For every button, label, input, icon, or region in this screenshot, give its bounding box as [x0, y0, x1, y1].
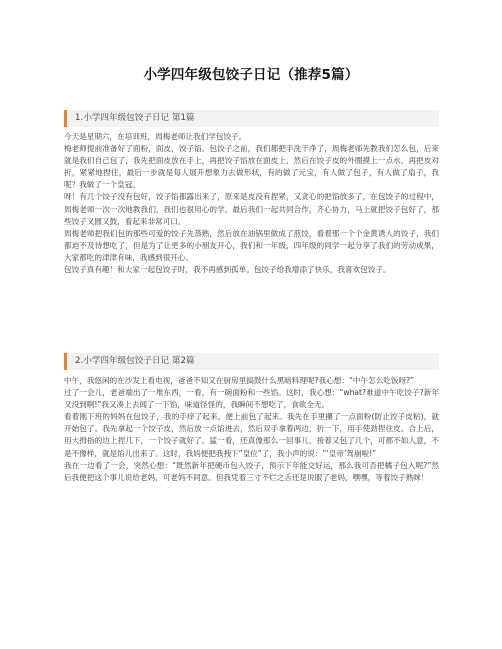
section-2-body — [64, 375, 439, 484]
paragraph: 过了一会儿，老爸端出了一堆东西，一看，有一碗面粉和一些馅。这时，我心想：“what?难道中午吃饺子?新年又没到啊!”我又凑上去闻了一下馅，味道怪怪的，我瞬间不想吃了，食欲全无。 — [64, 388, 439, 410]
section-1-heading: 1.小学四年级包饺子日记 第1篇 — [64, 110, 439, 127]
section-2-heading: 2.小学四年级包饺子日记 第2篇 — [64, 353, 439, 370]
paragraph: 呀！有几个饺子没有包好，饺子馅都露出来了，原来是皮没有捏紧，又贪心的把馅放多了，在包饺子的过程中，周梅老师一次一次地教我们，我们也很用心的学，最后我们一起共同合作，齐心协力，马上就把饺子包好了，那些饺子又圆又鼓，看起来非常可口。 — [64, 192, 439, 226]
paragraph: 我在一边看了一会，突然心想：“既然新年把硬币包入饺子，预示下年能交好运，那么我可否把橘子包入呢?”然后我便把这个事儿说给老妈，可老妈不同意。但我凭着三寸不烂之舌还是说服了老妈，嘿嘿，等着饺子熟咪！ — [64, 460, 439, 482]
paragraph: 梅老师提前准备好了面粉，面皮，饺子馅。包饺子之前，我们都把手洗干净了，周梅老师先教我们怎么包，后来就是我们自己包了，我先把面皮放在手上，再把饺子馅放在面皮上，然后在饺子皮的外圈摸上一点水，再把皮对折，紧紧地捏住，最后一步就是每人展开想象力去做形状，有的做了元宝，有人做了包子，有人做了扇子，我呢？我做了一个皇冠。 — [64, 144, 439, 190]
paragraph: 包饺子真有趣！和大家一起包饺子时，我不再感到孤单。包饺子给我增添了快乐，我喜欢包饺子。 — [64, 265, 391, 275]
section-1-body — [64, 131, 439, 276]
paragraph: 周梅老师把我们包的那些可爱的饺子先蒸熟，然后放在油锅里做成了煎饺，看着那一个个金黄诱人的饺子，我们都迫不及待想吃了，但是为了让更多的小朋友开心，我们和一年级，四年级的同学一起分享了我们的劳动成果，大家都吃的津津有味，我感到很开心。 — [64, 228, 439, 262]
paragraph: 中午，我悠闲的在沙发上看电视，爸爸不知又在厨房里搞鼓什么黑暗料理呢?我心想：“中午怎么吃饭呀?” — [64, 376, 415, 385]
paragraph: 今天是星期六，在培训班，周梅老师让我们学包饺子。 — [64, 132, 247, 141]
paragraph: 看着刚下班的妈妈在包饺子，我的手痒了起来，便上前包了起来。我先在手里攥了一点面粉(防止饺子皮粘)，就开始包了。我先拿起一个饺子皮，然后放一点馅进去，然后双手拿着两边，折一下，用手使劲捏住皮。合上后，用大拇指的边上捏几下，一个饺子就好了。猛一看，还真像那么一回事儿，接着又包了几个，可都不如人意，不是不像样，就是馅儿出来了。这时，我妈便把我拽下“皇位”了，我小声的说：“‘皇帝’驾崩啦!” — [64, 412, 439, 458]
page-title: 小学四年级包饺子日记（推荐5篇） — [143, 67, 359, 83]
